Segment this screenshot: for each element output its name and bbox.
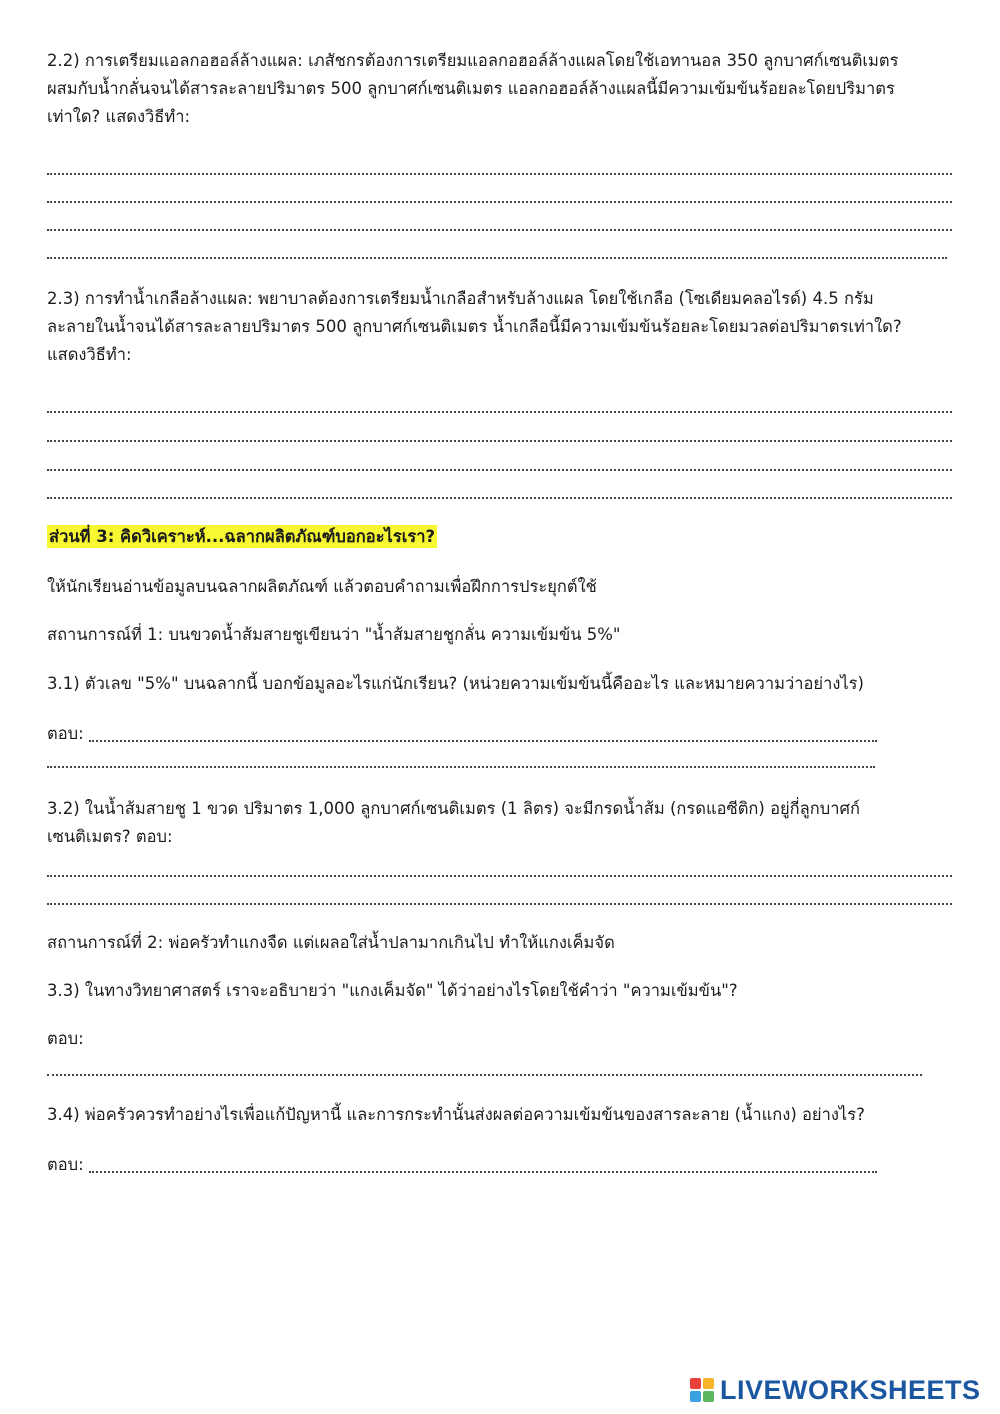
liveworksheets-logo bbox=[690, 1375, 990, 1405]
question-3-2-line-2: เซนติเมตร? ตอบ: bbox=[47, 827, 173, 846]
question-3-2-line-1: 3.2) ในน้ำส้มสายชู 1 ขวด ปริมาตร 1,000 ลูกบาศก์เซนติเมตร (1 ลิตร) จะมีกรดน้ำส้ม (กรดแอซีติก) อยู่กี่ลูกบาศก์ bbox=[47, 799, 860, 818]
scenario-2: สถานการณ์ที่ 2: พ่อครัวทำแกงจืด แต่เผลอใส่น้ำปลามากเกินไป ทำให้แกงเค็มจัด bbox=[47, 933, 615, 952]
question-2-3-line-2: ละลายในน้ำจนได้สารละลายปริมาตร 500 ลูกบาศก์เซนติเมตร น้ำเกลือนี้มีความเข้มข้นร้อยละโดยมวลต่อปริมาตรเท่าใด? bbox=[47, 317, 902, 336]
answer-line-2-3-3[interactable] bbox=[47, 447, 952, 471]
answer-line-2-3-1[interactable] bbox=[47, 389, 952, 413]
answer-line-2-2-3[interactable] bbox=[47, 207, 952, 231]
part-3-intro: ให้นักเรียนอ่านข้อมูลบนฉลากผลิตภัณฑ์ แล้วตอบคำถามเพื่อฝึกการประยุกต์ใช้ bbox=[47, 577, 597, 596]
answer-label: ตอบ: bbox=[47, 724, 84, 743]
question-2-2-line-3: เท่าใด? แสดงวิธีทำ: bbox=[47, 107, 191, 126]
liveworksheets-grid-icon bbox=[690, 1378, 714, 1402]
answer-line-3-1-2[interactable] bbox=[47, 746, 875, 768]
answer-line-3-3[interactable] bbox=[47, 1052, 922, 1076]
answer-label: ตอบ: bbox=[47, 1155, 84, 1174]
answer-row-3-1 bbox=[47, 722, 877, 746]
question-3-1: 3.1) ตัวเลข "5%" บนฉลากนี้ บอกข้อมูลอะไรแก่นักเรียน? (หน่วยความเข้มข้นนี้คืออะไร และหมายความว่าอย่างไร) bbox=[47, 674, 864, 693]
question-3-4: 3.4) พ่อครัวควรทำอย่างไรเพื่อแก้ปัญหานี้ และการกระทำนั้นส่งผลต่อความเข้มข้นของสารละลาย (น้ำแกง) อย่างไร? bbox=[47, 1105, 865, 1124]
answer-line-2-2-4[interactable] bbox=[47, 235, 947, 259]
part-3-heading-row bbox=[47, 523, 437, 551]
answer-line-2-3-4[interactable] bbox=[47, 475, 952, 499]
answer-line-3-4[interactable] bbox=[89, 1153, 877, 1173]
question-2-3-line-1: 2.3) การทำน้ำเกลือล้างแผล: พยาบาลต้องการเตรียมน้ำเกลือสำหรับล้างแผล โดยใช้เกลือ (โซเดียมคลอไรด์) 4.5 กรัม bbox=[47, 289, 874, 308]
logo-text: LIVEWORKSHEETS bbox=[720, 1375, 981, 1405]
answer-line-2-2-2[interactable] bbox=[47, 179, 952, 203]
answer-row-3-4 bbox=[47, 1153, 877, 1177]
scenario-1: สถานการณ์ที่ 1: บนขวดน้ำส้มสายชูเขียนว่า "น้ำส้มสายชูกลั่น ความเข้มข้น 5%" bbox=[47, 625, 621, 644]
question-3-3: 3.3) ในทางวิทยาศาสตร์ เราจะอธิบายว่า "แกงเค็มจัด" ได้ว่าอย่างไรโดยใช้คำว่า "ความเข้มข้น"? bbox=[47, 981, 738, 1000]
answer-line-3-2-1[interactable] bbox=[47, 853, 952, 877]
question-2-2-line-2: ผสมกับน้ำกลั่นจนได้สารละลายปริมาตร 500 ลูกบาศก์เซนติเมตร แอลกอฮอล์ล้างแผลนี้มีความเข้มข้นร้อยละโดยปริมาตร bbox=[47, 79, 895, 98]
question-2-2-line-1: 2.2) การเตรียมแอลกอฮอล์ล้างแผล: เภสัชกรต้องการเตรียมแอลกอฮอล์ล้างแผลโดยใช้เอทานอล 350 ลูกบาศก์เซนติเมตร bbox=[47, 51, 899, 70]
part-3-heading: ส่วนที่ 3: คิดวิเคราะห์...ฉลากผลิตภัณฑ์บอกอะไรเรา? bbox=[49, 527, 436, 546]
answer-label-3-3: ตอบ: bbox=[47, 1029, 84, 1048]
question-2-3-line-3: แสดงวิธีทำ: bbox=[47, 345, 132, 364]
answer-line-3-2-2[interactable] bbox=[47, 881, 952, 905]
answer-line-3-1-1[interactable] bbox=[89, 722, 877, 742]
answer-line-2-3-2[interactable] bbox=[47, 418, 952, 442]
answer-line-2-2-1[interactable] bbox=[47, 151, 952, 175]
